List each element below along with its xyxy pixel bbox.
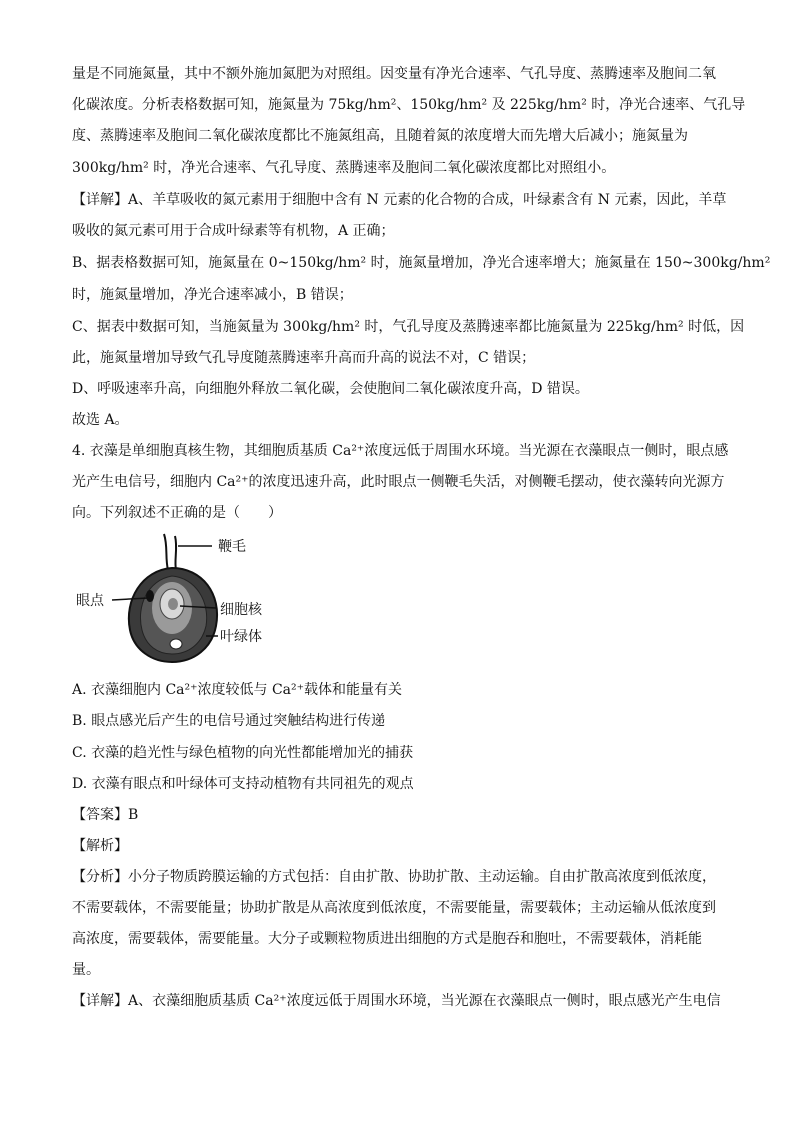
option-a: A. 衣藻细胞内 Ca²⁺浓度较低与 Ca²⁺载体和能量有关 <box>72 682 403 698</box>
flagellum-right <box>175 536 176 570</box>
question-stem: 向。下列叙述不正确的是（ ） <box>72 505 282 521</box>
option-c: C. 衣藻的趋光性与绿色植物的向光性都能增加光的捕获 <box>72 745 414 761</box>
analysis-line: 【详解】A、衣藻细胞质基质 Ca²⁺浓度远低于周围水环境，当光源在衣藻眼点一侧时，眼点感光产生电信 <box>72 993 721 1009</box>
analysis-line: 量。 <box>72 962 100 978</box>
flagellum-left <box>164 534 168 570</box>
nucleolus <box>168 598 178 610</box>
text-line: 度、蒸腾速率及胞间二氧化碳浓度都比不施氮组高，且随着氮的浓度增大而先增大后减小；施氮量为 <box>72 128 688 144</box>
analysis-line: 不需要载体，不需要能量；协助扩散是从高浓度到低浓度，不需要能量，需要载体；主动运输从低浓度到 <box>72 900 716 916</box>
text-line: 吸收的氮元素可用于合成叶绿素等有机物，A 正确； <box>72 223 395 239</box>
analysis-line: 高浓度，需要载体，需要能量。大分子或颗粒物质进出细胞的方式是胞吞和胞吐，不需要载体，消耗能 <box>72 931 702 947</box>
label-chloroplast: 叶绿体 <box>220 629 262 645</box>
chlamydomonas-diagram <box>72 530 312 670</box>
option-b: B. 眼点感光后产生的电信号通过突触结构进行传递 <box>72 713 386 729</box>
eyespot <box>146 590 154 602</box>
question-stem: 4. 衣藻是单细胞真核生物，其细胞质基质 Ca²⁺浓度远低于周围水环境。当光源在衣藻眼点一侧时，眼点感 <box>72 443 729 459</box>
label-flagella: 鞭毛 <box>218 539 246 555</box>
text-line: D、呼吸速率升高，向细胞外释放二氧化碳，会使胞间二氧化碳浓度升高，D 错误。 <box>72 381 589 397</box>
pyrenoid <box>170 639 182 649</box>
text-line: 故选 A。 <box>72 412 129 428</box>
label-eyespot: 眼点 <box>76 593 104 609</box>
analysis-heading: 【解析】 <box>72 838 128 854</box>
text-line: 300kg/hm² 时，净光合速率、气孔导度、蒸腾速率及胞间二氧化碳浓度都比对照组小。 <box>72 160 616 176</box>
text-line: 量是不同施氮量，其中不额外施加氮肥为对照组。因变量有净光合速率、气孔导度、蒸腾速率及胞间二氧 <box>72 66 716 82</box>
option-d: D. 衣藻有眼点和叶绿体可支持动植物有共同祖先的观点 <box>72 776 414 792</box>
text-line: 【详解】A、羊草吸收的氮元素用于细胞中含有 N 元素的化合物的合成，叶绿素含有 N 元素，因此，羊草 <box>72 192 727 208</box>
text-line: C、据表中数据可知，当施氮量为 300kg/hm² 时，气孔导度及蒸腾速率都比施氮量为 225kg/hm² 时低，因 <box>72 319 745 335</box>
text-line: B、据表格数据可知，施氮量在 0~150kg/hm² 时，施氮量增加，净光合速率增大；施氮量在 150~300kg/hm² <box>72 255 771 271</box>
text-line: 时，施氮量增加，净光合速率减小，B 错误； <box>72 287 353 303</box>
text-line: 此，施氮量增加导致气孔导度随蒸腾速率升高而升高的说法不对，C 错误； <box>72 350 536 366</box>
answer-line: 【答案】B <box>72 807 139 823</box>
label-nucleus: 细胞核 <box>220 602 262 618</box>
analysis-line: 【分析】小分子物质跨膜运输的方式包括：自由扩散、协助扩散、主动运输。自由扩散高浓度到低浓度， <box>72 869 716 885</box>
question-stem: 光产生电信号，细胞内 Ca²⁺的浓度迅速升高，此时眼点一侧鞭毛失活，对侧鞭毛摆动，使衣藻转向光源方 <box>72 474 725 490</box>
text-line: 化碳浓度。分析表格数据可知，施氮量为 75kg/hm²、150kg/hm² 及 225kg/hm² 时，净光合速率、气孔导 <box>72 97 746 113</box>
